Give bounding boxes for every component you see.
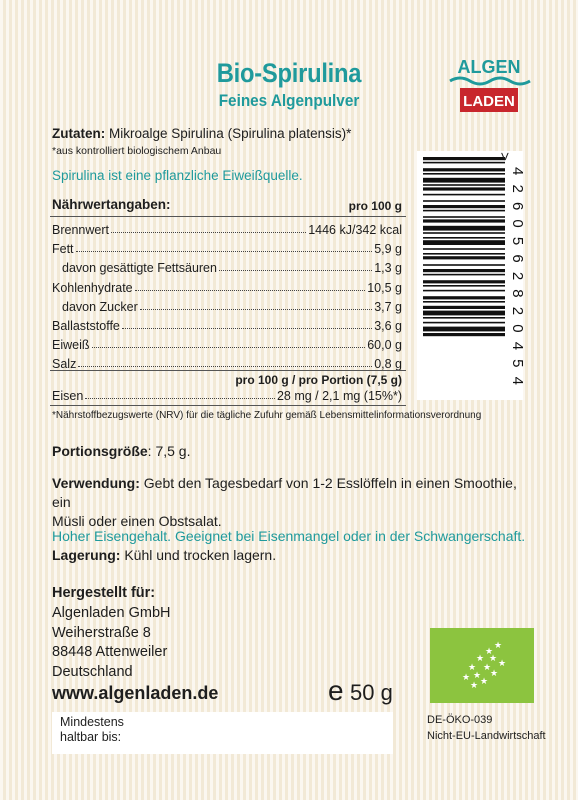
- barcode-bar: [423, 317, 505, 319]
- barcode-bar: [423, 216, 505, 218]
- organic-origin: Nicht-EU-Landwirtschaft: [427, 730, 546, 742]
- nutrition-row-label: Kohlenhydrate: [52, 280, 133, 295]
- nutrition-divider-bottom: [50, 405, 406, 406]
- usage-block: [52, 474, 532, 531]
- eu-star: ★: [461, 672, 471, 682]
- barcode-bar: [423, 296, 505, 299]
- nutrition-row-value: 0,8 g: [374, 357, 402, 372]
- best-before-box: [52, 712, 393, 754]
- ingredients-text: Mikroalge Spirulina (Spirulina platensis)*: [109, 126, 352, 141]
- barcode-bar: [423, 280, 505, 283]
- barcode-bar: [423, 240, 505, 245]
- ingredients-label: Zutaten:: [52, 126, 106, 141]
- barcode-bar: [423, 253, 505, 255]
- nutrition-row-value: 3,6 g: [374, 319, 402, 333]
- nutrition-row-value: 1,3 g: [374, 261, 402, 276]
- eu-star: ★: [488, 653, 498, 663]
- nutrition-divider-mid: [50, 370, 406, 371]
- barcode-bar: [423, 205, 505, 208]
- barcode-digits: 4260562820454: [509, 167, 526, 385]
- nutrition-row-label: davon gesättigte Fettsäuren: [62, 261, 217, 276]
- barcode-bar: [423, 226, 505, 231]
- nutrition-row-value: 3,7 g: [374, 299, 402, 314]
- nutrition-row-value: 60,0 g: [367, 338, 402, 353]
- barcode-bar: [423, 256, 505, 259]
- barcode-bar: [423, 168, 505, 171]
- barcode-bar: [423, 178, 505, 183]
- product-title: Bio-Spirulina: [216, 58, 362, 88]
- barcode-bar: [423, 306, 505, 309]
- portion-line: [52, 443, 190, 459]
- eu-star: ★: [482, 662, 492, 672]
- barcode-bar: [423, 333, 505, 336]
- ean-barcode: [417, 151, 526, 400]
- nutrition-row-iron: [52, 387, 402, 403]
- barcode-bar: [423, 327, 505, 332]
- barcode-bar: [423, 290, 505, 292]
- manufacturer-line: Weiherstraße 8: [52, 624, 151, 641]
- barcode-bar: [423, 194, 505, 196]
- ingredients-footnote: *aus kontrolliert biologischem Anbau: [52, 145, 222, 157]
- barcode-bar: [423, 285, 505, 287]
- per-portion-heading: pro 100 g / pro Portion (7,5 g): [235, 373, 402, 387]
- manufacturer-line: 88448 Attenweiler: [52, 644, 168, 660]
- usage-label: Verwendung:: [52, 475, 140, 491]
- estimated-sign: e: [328, 675, 344, 706]
- barcode-bar: [423, 269, 505, 272]
- ingredients-line: [52, 126, 351, 142]
- eu-star: ★: [467, 662, 477, 672]
- eu-star: ★: [497, 658, 507, 668]
- barcode-bar: [423, 232, 505, 234]
- barcode-bar: [423, 219, 505, 222]
- organic-control-code: DE-ÖKO-039: [427, 714, 493, 726]
- nutrition-row-value: 10,5 g: [367, 280, 402, 295]
- nutrition-divider-top: [50, 216, 406, 217]
- product-subtitle: Feines Algenpulver: [218, 91, 360, 110]
- iron-label: Eisen: [52, 389, 84, 403]
- logo-top-text: ALGEN: [457, 57, 521, 77]
- portion-label: Portionsgröße: [52, 443, 148, 459]
- iron-value: 28 mg / 2,1 mg (15%*): [276, 389, 402, 403]
- eu-star: ★: [475, 653, 485, 663]
- manufacturer-label: Hergestellt für:: [52, 585, 156, 601]
- nutrition-row: [52, 240, 402, 256]
- barcode-bar: [423, 162, 505, 164]
- storage-text: Kühl und trocken lagern.: [124, 547, 277, 563]
- nutrition-row: [52, 279, 402, 295]
- nutrition-row: [52, 336, 402, 352]
- nutrition-row-label: Ballaststoffe: [52, 319, 120, 333]
- best-before-line-2: haltbar bis:: [60, 730, 122, 744]
- iron-claim: Hoher Eisengehalt. Geeignet bei Eisenmangel oder in der Schwangerschaft.: [52, 528, 526, 544]
- manufacturer-address: [52, 604, 171, 682]
- website-link[interactable]: www.algenladen.de: [52, 683, 219, 703]
- nutrition-row: [52, 355, 402, 371]
- nutrition-row-label: Fett: [52, 242, 74, 257]
- barcode-bar: [423, 301, 505, 303]
- barcode-bar: [423, 322, 505, 324]
- nutrition-row: [52, 317, 402, 333]
- nutrition-row: [52, 298, 402, 314]
- usage-line-1: Gebt den Tagesbedarf von 1-2 Esslöffeln in einen Smoothie, ein: [52, 475, 517, 510]
- nutrition-row-label: davon Zucker: [62, 299, 138, 314]
- best-before-line-1: Mindestens: [60, 715, 124, 729]
- algenladen-logo: [446, 54, 532, 116]
- protein-claim: Spirulina ist eine pflanzliche Eiweißquelle.: [52, 168, 303, 183]
- barcode-quiet-zone-arrow: >: [495, 152, 513, 161]
- barcode-bar: [423, 157, 505, 160]
- manufacturer-line: Deutschland: [52, 663, 133, 680]
- eu-star: ★: [489, 668, 499, 678]
- nutrition-row: [52, 221, 402, 237]
- portion-value: : 7,5 g.: [147, 443, 191, 459]
- barcode-bar: [423, 173, 505, 175]
- nutrition-heading: Nährwertangaben:: [52, 197, 171, 212]
- net-weight: 50 g: [350, 680, 393, 705]
- nutrition-row: [52, 259, 402, 275]
- barcode-bar: [423, 200, 505, 202]
- barcode-bar: [423, 184, 505, 186]
- nutrition-row-value: 5,9 g: [374, 242, 402, 257]
- manufacturer-line: Algenladen GmbH: [52, 605, 171, 621]
- storage-line: [52, 547, 276, 563]
- barcode-bar: [423, 248, 505, 250]
- eu-star: ★: [484, 646, 494, 656]
- eu-star: ★: [472, 670, 482, 680]
- nrv-note: *Nährstoffbezugswerte (NRV) für die tägliche Zufuhr gemäß Lebensmittelinformationsverordnung: [52, 410, 482, 421]
- eu-star: ★: [469, 680, 479, 690]
- nutrition-row-value: 1446 kJ/342 kcal: [308, 223, 402, 237]
- eu-star: ★: [479, 676, 489, 686]
- barcode-bar: [423, 264, 505, 266]
- eu-organic-logo: [430, 628, 534, 703]
- logo-bottom-text: LADEN: [463, 93, 515, 110]
- barcode-bars: [423, 157, 505, 336]
- barcode-bar: [423, 187, 505, 190]
- nutrition-row-label: Eiweiß: [52, 338, 90, 353]
- barcode-bar: [423, 311, 505, 316]
- nutrition-row-label: Brennwert: [52, 223, 109, 237]
- nutrition-per-100g: pro 100 g: [348, 199, 402, 213]
- nutrition-row-label: Salz: [52, 357, 77, 372]
- barcode-bar: [423, 237, 505, 239]
- barcode-bar: [423, 274, 505, 276]
- barcode-bar: [423, 210, 505, 212]
- usage-line-2: Müsli oder einen Obstsalat.: [52, 513, 222, 529]
- storage-label: Lagerung:: [52, 547, 121, 563]
- eu-star: ★: [493, 640, 503, 650]
